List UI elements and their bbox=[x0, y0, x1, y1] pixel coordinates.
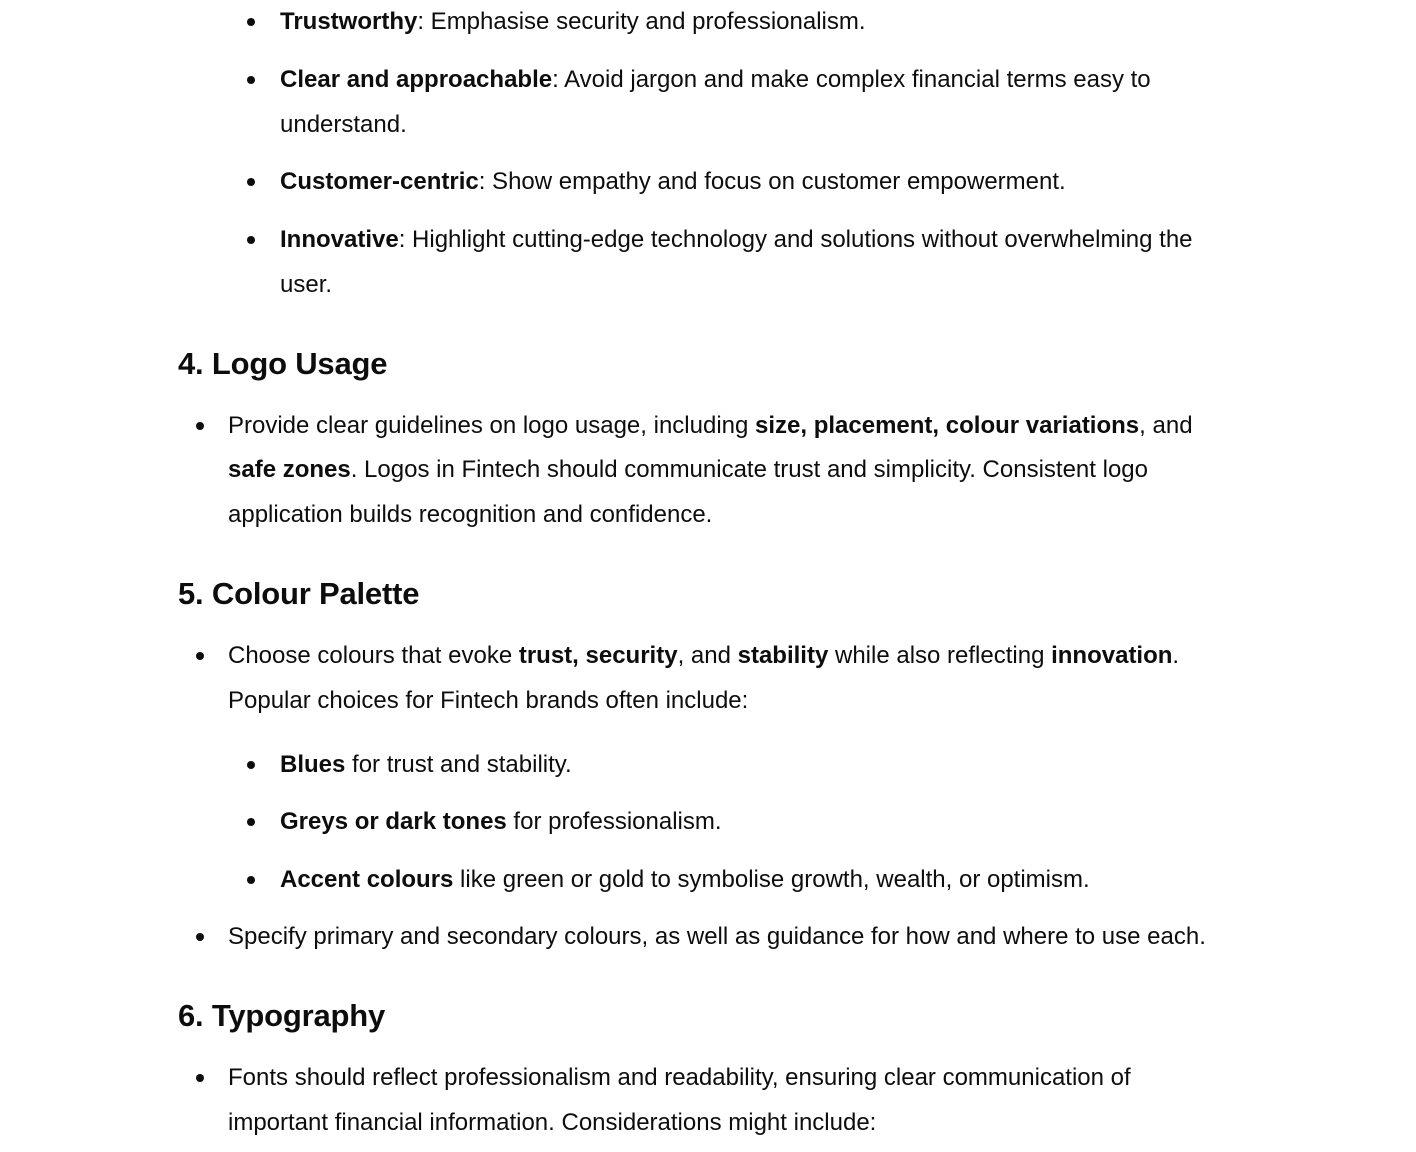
description: for trust and stability. bbox=[345, 751, 572, 778]
section-number: 6. bbox=[178, 998, 204, 1033]
paragraph-line: Fonts should reflect professionalism and readability, ensuring clear communication of bbox=[228, 1064, 1131, 1091]
bullet-marker bbox=[196, 1074, 204, 1082]
term: Clear and approachable bbox=[280, 66, 553, 93]
text-run: , and bbox=[677, 642, 738, 669]
bold-run: stability bbox=[737, 642, 829, 669]
list-item-trustworthy bbox=[280, 7, 866, 37]
paragraph-line: important financial information. Considerations might include: bbox=[228, 1109, 877, 1136]
bold-run: safe zones bbox=[228, 456, 351, 483]
term: Greys or dark tones bbox=[280, 808, 507, 835]
section-title: Typography bbox=[211, 998, 385, 1033]
term: Blues bbox=[280, 751, 346, 778]
list-item-continuation: user. bbox=[280, 271, 333, 298]
bullet-marker bbox=[196, 652, 204, 660]
paragraph-line: Specify primary and secondary colours, as well as guidance for how and where to use each. bbox=[228, 923, 1206, 950]
section-heading-typography bbox=[178, 997, 385, 1035]
bold-run: size, placement, colour variations bbox=[755, 412, 1140, 439]
section-number: 5. bbox=[178, 576, 204, 611]
list-item-accent bbox=[280, 865, 1090, 895]
section-title: Colour Palette bbox=[211, 576, 420, 611]
text-run: Choose colours that evoke bbox=[228, 642, 519, 669]
bullet-marker bbox=[247, 178, 255, 186]
section-heading-logo-usage bbox=[178, 345, 387, 383]
bullet-marker bbox=[247, 18, 255, 26]
text-run: , and bbox=[1139, 412, 1193, 439]
text-run: Provide clear guidelines on logo usage, including bbox=[228, 412, 756, 439]
paragraph-line bbox=[228, 641, 1179, 671]
description: for professionalism. bbox=[506, 808, 722, 835]
description: : Highlight cutting-edge technology and solutions without overwhelming the bbox=[398, 226, 1193, 253]
list-item-blues bbox=[280, 750, 572, 780]
text-run: . bbox=[1172, 642, 1180, 669]
paragraph-line: application builds recognition and confidence. bbox=[228, 501, 713, 528]
section-heading-colour-palette bbox=[178, 575, 419, 613]
bullet-marker bbox=[196, 933, 204, 941]
text-run: while also reflecting bbox=[828, 642, 1052, 669]
term: Trustworthy bbox=[280, 8, 418, 35]
bullet-marker bbox=[196, 422, 204, 430]
paragraph-line bbox=[228, 455, 1148, 485]
bold-run: innovation bbox=[1051, 642, 1173, 669]
bold-run: trust, security bbox=[518, 642, 678, 669]
bullet-marker bbox=[247, 761, 255, 769]
bullet-marker bbox=[247, 876, 255, 884]
term: Accent colours bbox=[280, 866, 454, 893]
section-title: Logo Usage bbox=[211, 346, 388, 381]
term: Innovative bbox=[280, 226, 399, 253]
list-item-innovative bbox=[280, 225, 1193, 255]
list-item-customer-centric bbox=[280, 167, 1066, 197]
paragraph-line bbox=[228, 411, 1193, 441]
paragraph-line: Popular choices for Fintech brands often include: bbox=[228, 687, 749, 714]
description: : Show empathy and focus on customer empowerment. bbox=[478, 168, 1066, 195]
description: like green or gold to symbolise growth, wealth, or optimism. bbox=[453, 866, 1090, 893]
description: : Avoid jargon and make complex financial terms easy to bbox=[552, 66, 1151, 93]
list-item-clear-approachable bbox=[280, 65, 1151, 95]
bullet-marker bbox=[247, 76, 255, 84]
bullet-marker bbox=[247, 818, 255, 826]
bullet-marker bbox=[247, 236, 255, 244]
term: Customer-centric bbox=[280, 168, 479, 195]
text-run: . Logos in Fintech should communicate trust and simplicity. Consistent logo bbox=[350, 456, 1148, 483]
list-item-continuation: understand. bbox=[280, 111, 407, 138]
description: : Emphasise security and professionalism. bbox=[417, 8, 866, 35]
section-number: 4. bbox=[178, 346, 204, 381]
list-item-greys bbox=[280, 807, 722, 837]
